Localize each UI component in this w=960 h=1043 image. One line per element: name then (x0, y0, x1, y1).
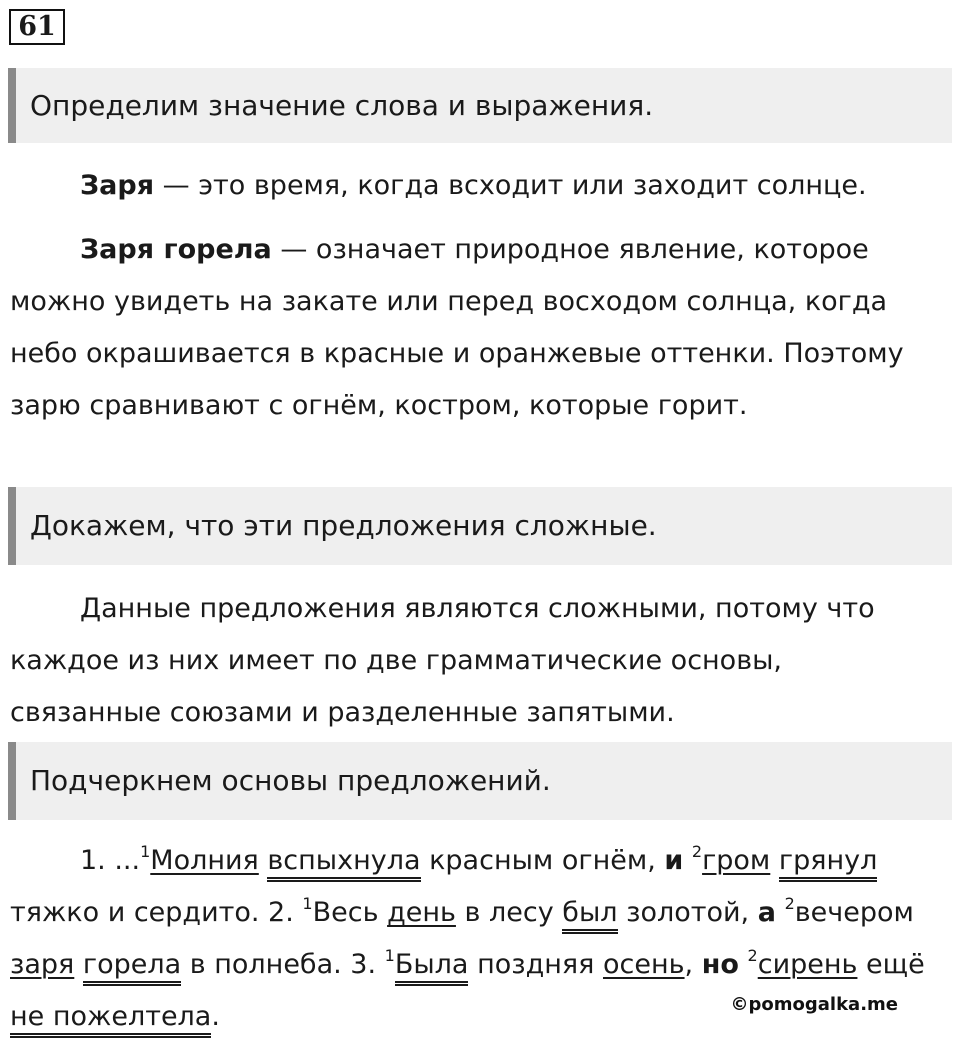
conjunction: и (664, 845, 684, 876)
subject: заря (10, 949, 75, 980)
predicate: вспыхнула (267, 845, 420, 882)
section-heading-proof (8, 487, 952, 565)
sentence-text: ещё (857, 949, 925, 980)
subject: Молния (150, 845, 259, 876)
clause-index: 1 (384, 946, 395, 965)
subject: осень (603, 949, 685, 980)
predicate: грянул (779, 845, 877, 882)
section-heading-underline (8, 742, 952, 820)
definition-text: — означает природное явление, которое можно увидеть на закате или перед восходом солнца, когда небо окрашивается в красные и оранжевые оттенки. Поэтому зарю сравнивают с огнём, костром, которые горит. (10, 234, 904, 421)
predicate: был (562, 897, 617, 934)
proof-paragraph (10, 583, 940, 739)
clause-index: 2 (747, 946, 758, 965)
sentence-text: Весь (312, 897, 388, 928)
clause-index: 1 (140, 842, 151, 861)
watermark: ©pomogalka.me (730, 994, 898, 1015)
definition-paragraph-2 (10, 224, 940, 432)
sentence-text: поздняя (468, 949, 595, 980)
clause-index: 2 (784, 894, 795, 913)
term: Заря горела (80, 234, 272, 265)
task-number: 61 (9, 9, 65, 45)
clause-index: 2 (691, 842, 703, 861)
clause-index: 1 (302, 894, 313, 913)
subject: день (387, 897, 456, 928)
conjunction: а (757, 897, 776, 928)
section-heading-text: Определим значение слова и выражения. (30, 89, 654, 122)
sentence-number: 1. ... (80, 845, 141, 876)
conjunction: но (701, 949, 739, 980)
predicate: горела (83, 949, 181, 986)
term: Заря (80, 170, 155, 201)
section-heading-meaning (8, 68, 952, 143)
subject: гром (702, 845, 771, 876)
predicate: Была (395, 949, 469, 986)
sentence-text: в лесу (455, 897, 563, 928)
sentence-text: в полнеба. 3. (181, 949, 385, 980)
sentence-text: тяжко и сердито. 2. (10, 897, 303, 928)
sentence-text: . (211, 1001, 220, 1032)
section-heading-text: Подчеркнем основы предложений. (30, 764, 551, 797)
predicate: не пожелтела (10, 1001, 211, 1038)
sentence-text: красным огнём, (420, 845, 665, 876)
sentence-text: вечером (794, 897, 914, 928)
definition-text: — это время, когда всходит или заходит солнце. (154, 170, 867, 201)
subject: сирень (757, 949, 858, 980)
sentence-text: золотой, (617, 897, 750, 928)
proof-text: Данные предложения являются сложными, потому что каждое из них имеет по две грамматические основы, связанные союзами и разделенные запятыми. (10, 593, 875, 728)
sentence-text: , (684, 949, 702, 980)
definition-paragraph-1 (10, 160, 940, 212)
section-heading-text: Докажем, что эти предложения сложные. (30, 509, 657, 542)
